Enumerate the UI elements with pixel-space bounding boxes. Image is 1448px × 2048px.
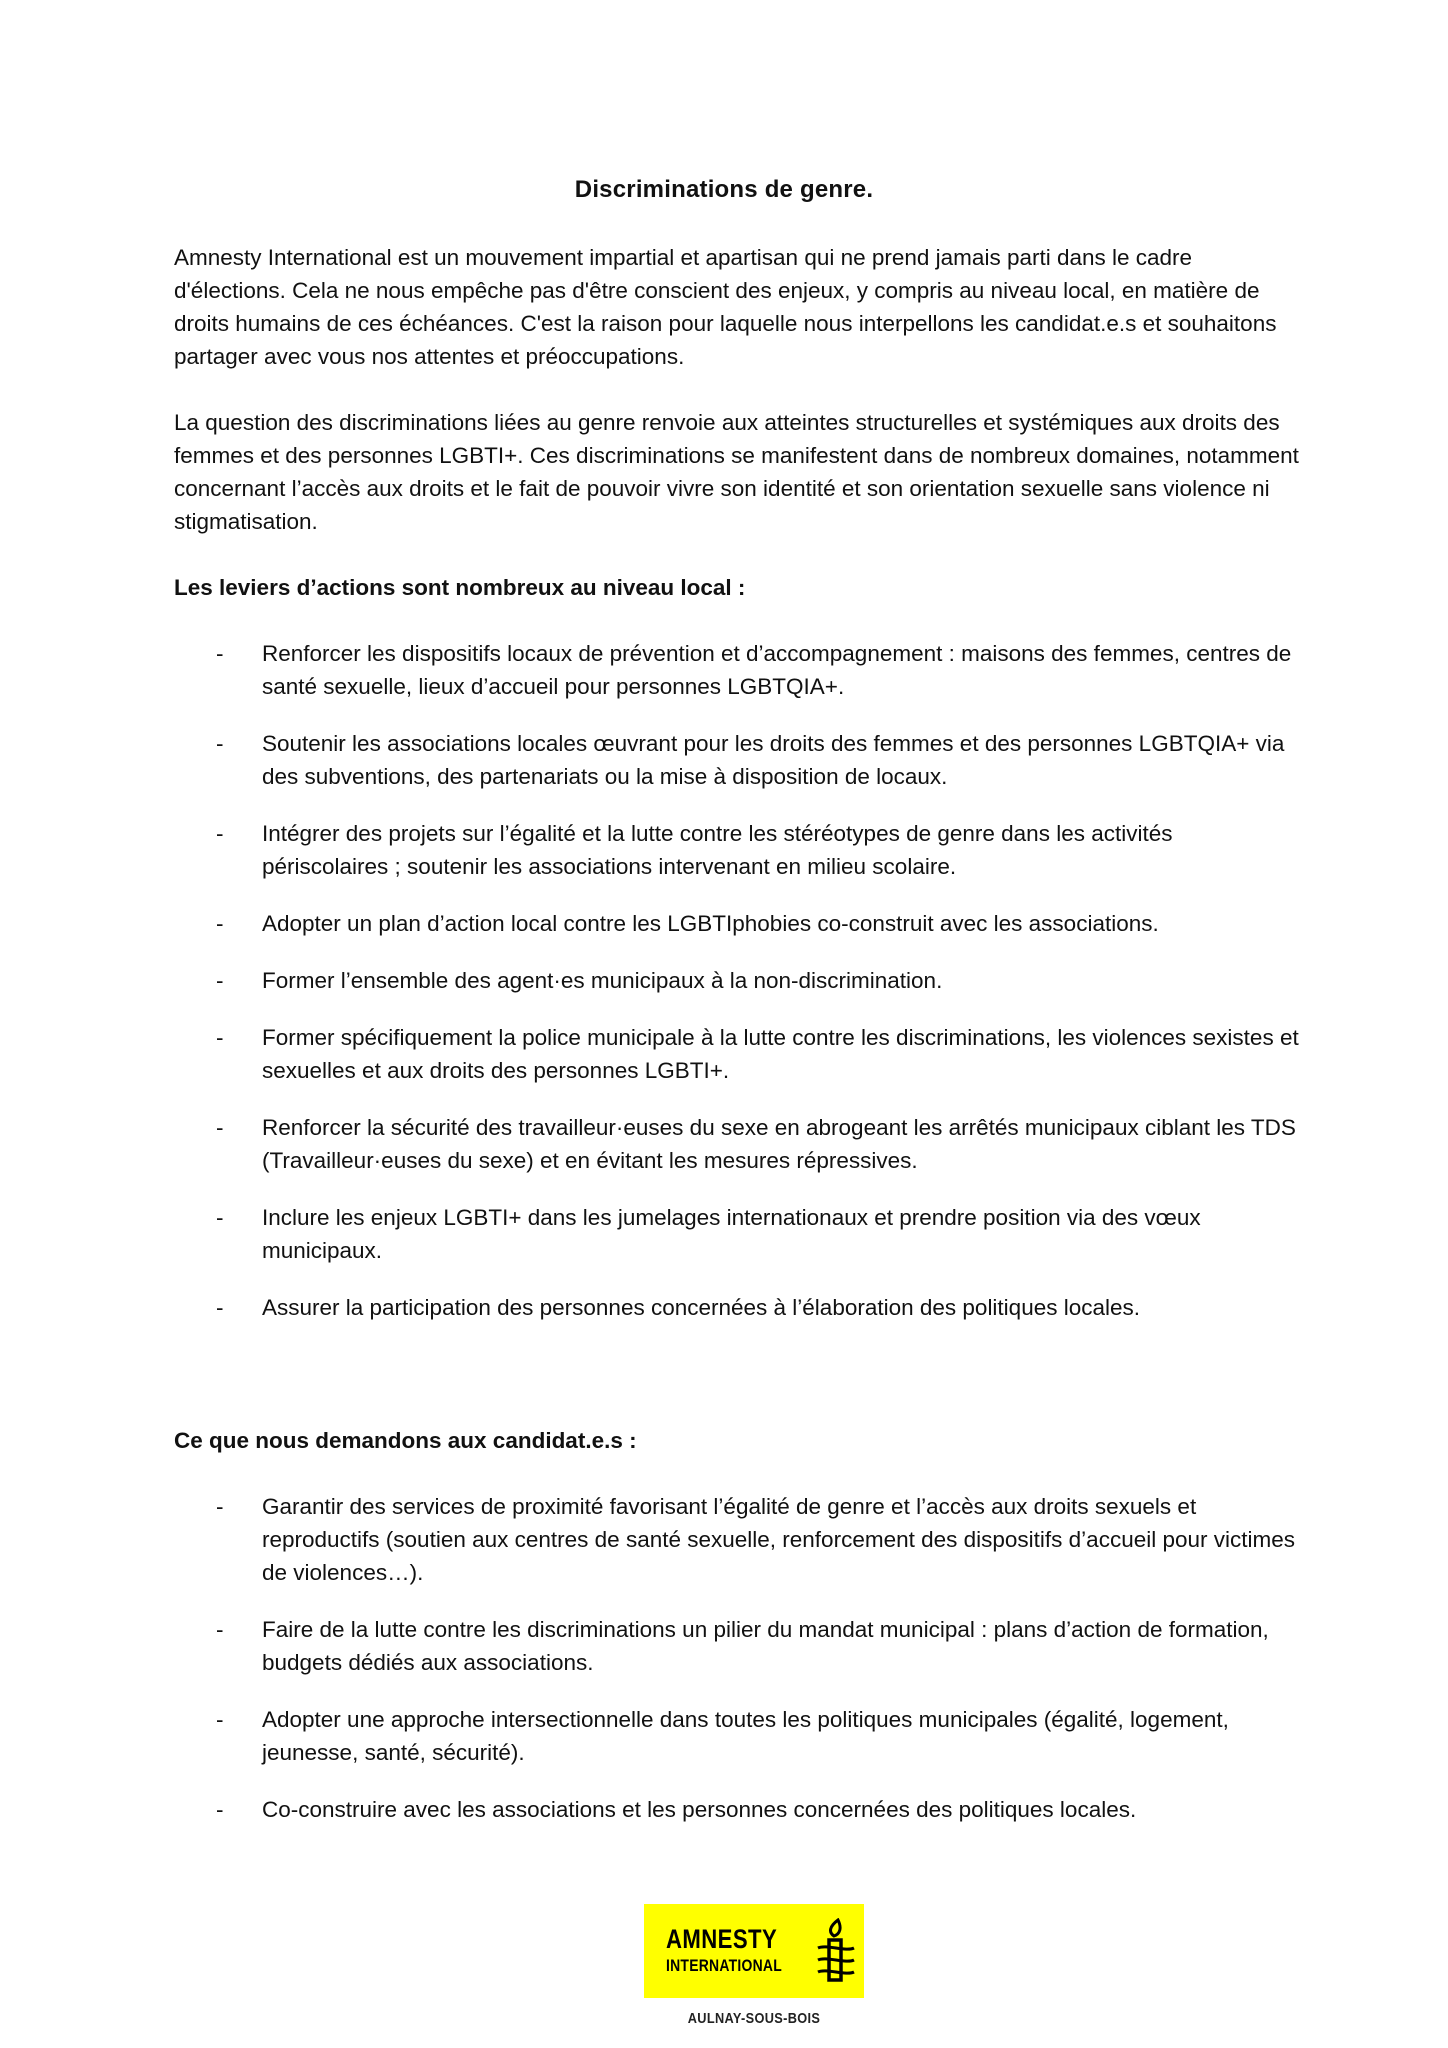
bullet-dash: -	[216, 641, 224, 666]
list-item-text: Adopter une approche intersectionnelle dans toutes les politiques municipales (égalité, logement, jeunesse, santé, sécurité).	[262, 1707, 1229, 1765]
levers-list	[174, 637, 1304, 1348]
bullet-dash: -	[216, 1797, 224, 1822]
bullet-dash: -	[216, 1025, 224, 1050]
list-item-text: Inclure les enjeux LGBTI+ dans les jumelages internationaux et prendre position via des vœux municipaux.	[262, 1205, 1201, 1263]
document-title: Discriminations de genre.	[574, 176, 874, 203]
list-item	[174, 907, 1304, 940]
bullet-dash: -	[216, 821, 224, 846]
list-item-text: Renforcer les dispositifs locaux de prévention et d’accompagnement : maisons des femmes, centres de santé sexuelle, lieux d’accueil pour personnes LGBTQIA+.	[262, 641, 1292, 699]
list-item-text: Faire de la lutte contre les discriminations un pilier du mandat municipal : plans d’action de formation, budgets dédiés aux associations.	[262, 1617, 1269, 1675]
bullet-dash: -	[216, 968, 224, 993]
section-heading-levers: Les leviers d’actions sont nombreux au niveau local :	[174, 575, 746, 600]
list-item-text: Garantir des services de proximité favorisant l’égalité de genre et l’accès aux droits sexuels et reproductifs (soutien aux centres de santé sexuelle, renforcement des dispositifs d’accueil pour victimes de violences…).	[262, 1494, 1296, 1585]
list-item	[174, 637, 1304, 703]
demands-list	[174, 1490, 1304, 1850]
list-item-text: Assurer la participation des personnes concernées à l’élaboration des politiques locales.	[262, 1295, 1141, 1320]
list-item-text: Adopter un plan d’action local contre les LGBTIphobies co-construit avec les associations.	[262, 911, 1159, 936]
list-item	[174, 1793, 1304, 1826]
bullet-dash: -	[216, 1205, 224, 1230]
section-heading-demands: Ce que nous demandons aux candidat.e.s :	[174, 1428, 637, 1453]
list-item	[174, 1291, 1304, 1324]
bullet-dash: -	[216, 731, 224, 756]
list-item	[174, 817, 1304, 883]
list-item	[174, 1703, 1304, 1769]
list-item	[174, 1021, 1304, 1087]
logo-line-2: INTERNATIONAL	[666, 1956, 783, 1975]
list-item-text: Former spécifiquement la police municipale à la lutte contre les discriminations, les violences sexistes et sexuelles et aux droits des personnes LGBTI+.	[262, 1025, 1299, 1083]
bullet-dash: -	[216, 911, 224, 936]
list-item-text: Renforcer la sécurité des travailleur·euses du sexe en abrogeant les arrêtés municipaux ciblant les TDS (Travailleur·euses du sexe) et en évitant les mesures répressives.	[262, 1115, 1296, 1173]
bullet-dash: -	[216, 1707, 224, 1732]
list-item	[174, 727, 1304, 793]
amnesty-logo	[644, 1904, 864, 2027]
list-item	[174, 1111, 1304, 1177]
bullet-dash: -	[216, 1115, 224, 1140]
list-item	[174, 1613, 1304, 1679]
bullet-dash: -	[216, 1295, 224, 1320]
candle-barbed-wire-icon	[816, 1918, 856, 1984]
context-paragraph: La question des discriminations liées au genre renvoie aux atteintes structurelles et systémiques aux droits des femmes et des personnes LGBTI+. Ces discriminations se manifestent dans de nombreux domaines, notamment concernant l’accès aux droits et le fait de pouvoir vivre son identité et son orientation sexuelle sans violence ni stigmatisation.	[174, 410, 1299, 534]
logo-line-1: AMNESTY	[666, 1924, 778, 1954]
logo-wordmark	[666, 1926, 807, 1974]
list-item-text: Intégrer des projets sur l’égalité et la lutte contre les stéréotypes de genre dans les activités périscolaires ; soutenir les associations intervenant en milieu scolaire.	[262, 821, 1173, 879]
list-item-text: Soutenir les associations locales œuvrant pour les droits des femmes et des personnes LGBTQIA+ via des subventions, des partenariats ou la mise à disposition de locaux.	[262, 731, 1285, 789]
list-item	[174, 964, 1304, 997]
intro-paragraph: Amnesty International est un mouvement impartial et apartisan qui ne prend jamais parti dans le cadre d'élections. Cela ne nous empêche pas d'être conscient des enjeux, y compris au niveau local, en matière de droits humains de ces échéances. C'est la raison pour laquelle nous interpellons les candidat.e.s et souhaitons partager avec vous nos attentes et préoccupations.	[174, 245, 1277, 369]
group-name: AULNAY-SOUS-BOIS	[687, 2010, 821, 2027]
list-item	[174, 1201, 1304, 1267]
bullet-dash: -	[216, 1494, 224, 1519]
list-item	[174, 1490, 1304, 1589]
bullet-dash: -	[216, 1617, 224, 1642]
list-item-text: Former l’ensemble des agent·es municipaux à la non-discrimination.	[262, 968, 943, 993]
list-item-text: Co-construire avec les associations et les personnes concernées des politiques locales.	[262, 1797, 1137, 1822]
logo-yellow-box	[644, 1904, 864, 1998]
